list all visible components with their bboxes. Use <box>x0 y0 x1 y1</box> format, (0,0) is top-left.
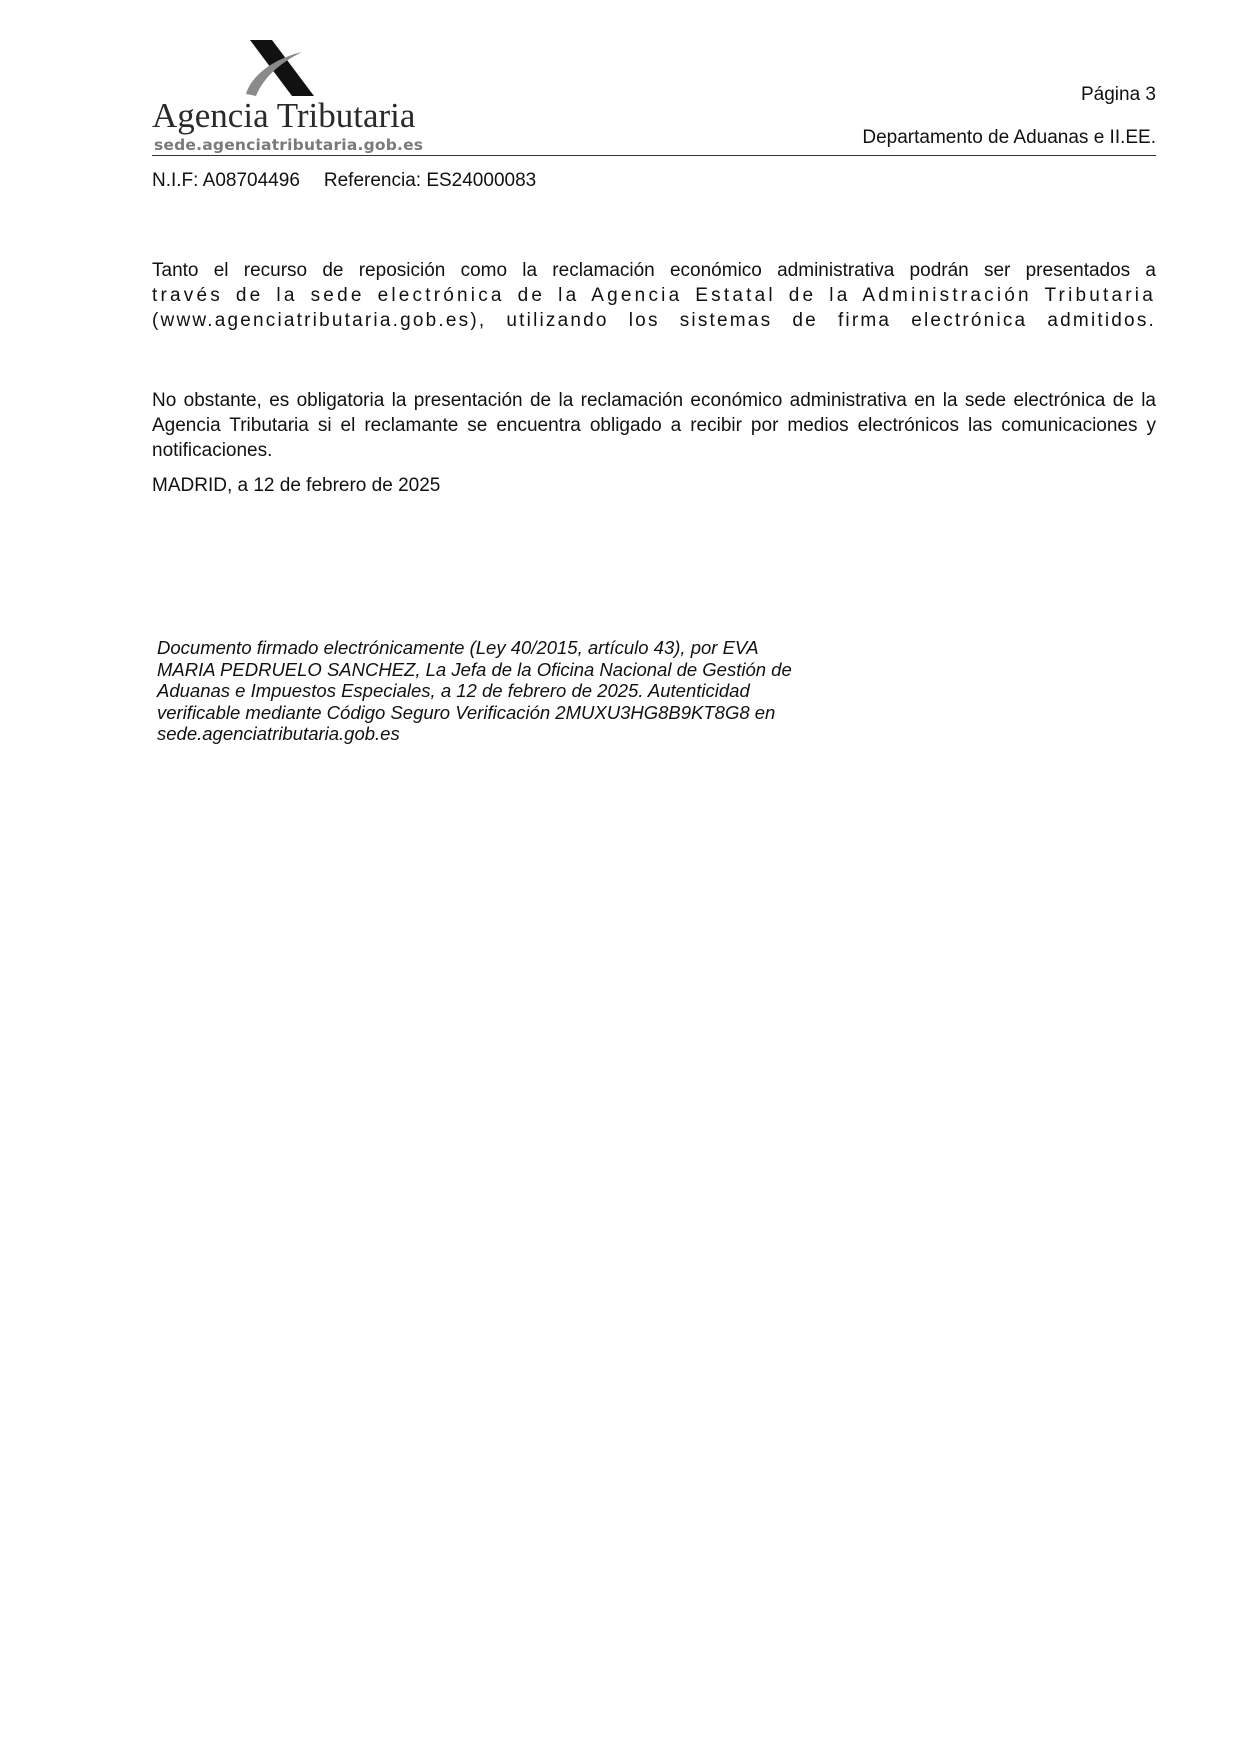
header-divider <box>152 155 1156 156</box>
reference-line <box>152 170 536 192</box>
logo-name: Agencia Tributaria <box>152 96 416 135</box>
paragraph-obligatoria: No obstante, es obligatoria la presentación de la reclamación económico administrativa en la sede electrónica de la Agencia Tributaria si el reclamante se encuentra obligado a recibir por medios electrónicos las comunicaciones y notificaciones. <box>152 390 1156 461</box>
logo-url: sede.agenciatributaria.gob.es <box>154 136 424 154</box>
paragraph-recurso-line-2: través de la sede electrónica de la Agencia Estatal de la Administración Tributaria <box>152 285 1156 306</box>
page-number: Página 3 <box>1080 84 1156 105</box>
agency-logo-mark-icon <box>242 40 322 102</box>
department-name: Departamento de Aduanas e II.EE. <box>862 127 1156 148</box>
referencia-text: Referencia: ES24000083 <box>323 170 537 191</box>
paragraph-recurso <box>152 258 1156 333</box>
nif-text: N.I.F: A08704496 <box>152 170 300 191</box>
paragraph-recurso-line-3: (www.agenciatributaria.gob.es), utilizando los sistemas de firma electrónica admitidos. <box>152 310 1156 331</box>
paragraph-recurso-line-1: Tanto el recurso de reposición como la reclamación económico administrativa podrán ser presentados a <box>152 260 1156 281</box>
electronic-signature-note: Documento firmado electrónicamente (Ley 40/2015, artículo 43), por EVA MARIA PEDRUELO SANCHEZ, La Jefa de la Oficina Nacional de Gestión de Aduanas e Impuestos Especiales, a 12 de febrero de 2025. Autenticidad verificable mediante Código Seguro Verificación 2MUXU3HG8B9KT8G8 en sede.agenciatributaria.gob.es <box>157 637 792 744</box>
date-line: MADRID, a 12 de febrero de 2025 <box>152 475 441 496</box>
agency-logo <box>150 40 424 155</box>
